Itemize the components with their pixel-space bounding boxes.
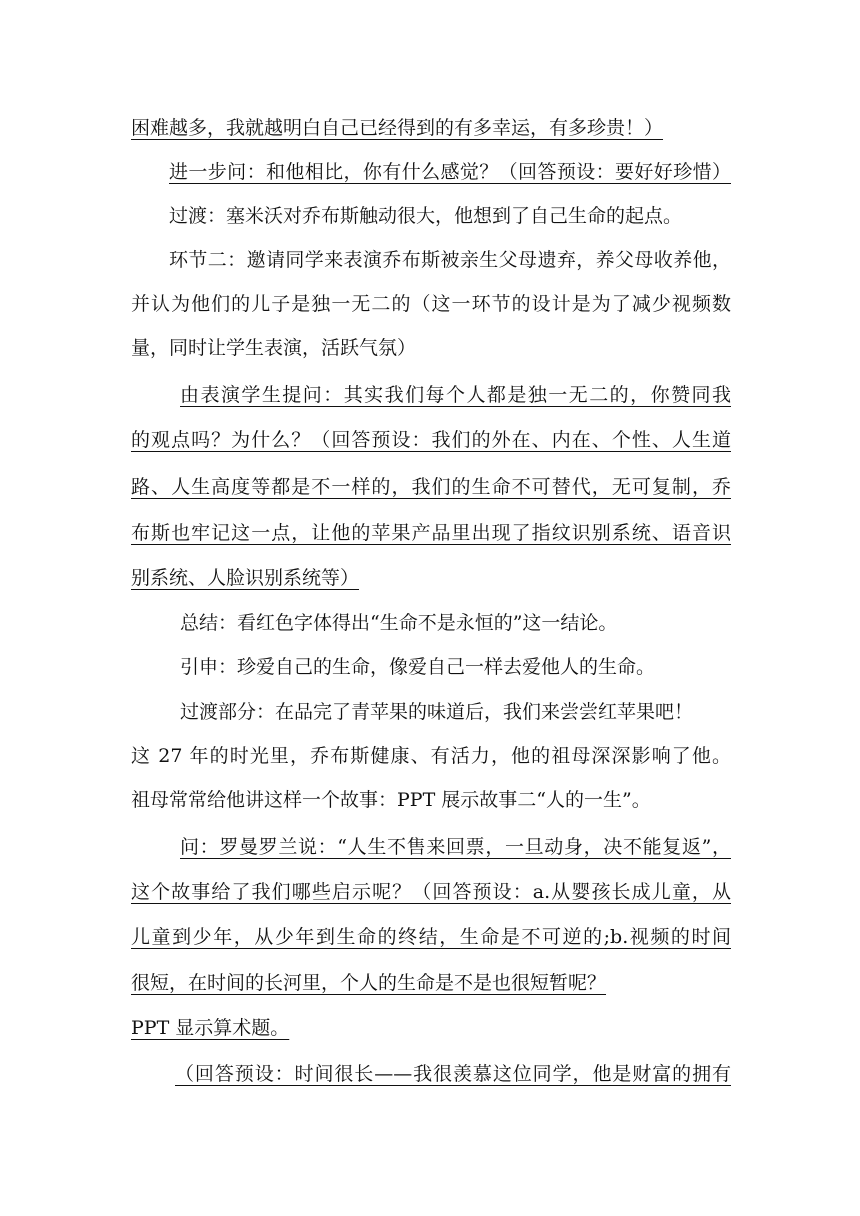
text-line: 这 27 年的时光里，乔布斯健康、有活力，他的祖母深深影响了他。 [131, 745, 731, 767]
text-line: PPT 显示算术题。 [131, 1017, 290, 1039]
text-line: 别系统、人脸识别系统等） [131, 567, 360, 589]
text-line: 很短，在时间的长河里，个人的生命是不是也很短暂呢？ [131, 972, 607, 994]
text-line: 过渡部分：在品完了青苹果的味道后，我们来尝尝红苹果吧！ [180, 701, 694, 723]
text-line: 布斯也牢记这一点，让他的苹果产品里出现了指纹识别系统、语音识 [131, 522, 731, 544]
text-line: 引申：珍爱自己的生命，像爱自己一样去爱他人的生命。 [180, 656, 656, 678]
text-line: 困难越多，我就越明白自己已经得到的有多幸运，有多珍贵！） [131, 117, 664, 139]
text-line: 路、人生高度等都是不一样的，我们的生命不可替代，无可复制，乔 [131, 476, 731, 498]
text-line: 祖母常常给他讲这样一个故事：PPT 展示故事二“人的一生”。 [131, 789, 651, 811]
text-line: 由表演学生提问：其实我们每个人都是独一无二的，你赞同我 [180, 384, 731, 406]
text-line: 量，同时让学生表演，活跃气氛） [131, 337, 417, 359]
text-line: 并认为他们的儿子是独一无二的（这一环节的设计是为了减少视频数 [131, 293, 731, 315]
text-line: 过渡：塞米沃对乔布斯触动很大，他想到了自己生命的起点。 [169, 205, 683, 227]
text-line: 这个故事给了我们哪些启示呢？（回答预设：a.从婴孩长成儿童，从 [131, 881, 731, 903]
text-line: 进一步问：和他相比，你有什么感觉？（回答预设：要好好珍惜） [169, 161, 731, 183]
text-line: 总结：看红色字体得出“生命不是永恒的”这一结论。 [180, 612, 618, 634]
text-line: 的观点吗？为什么？（回答预设：我们的外在、内在、个性、人生道 [131, 429, 731, 451]
text-line: 环节二：邀请同学来表演乔布斯被亲生父母遗弃，养父母收养他， [169, 249, 731, 271]
text-line: 儿童到少年，从少年到生命的终结，生命是不可逆的;b.视频的时间 [131, 926, 731, 948]
text-line: 问：罗曼罗兰说：“人生不售来回票，一旦动身，决不能复返”， [180, 836, 731, 858]
text-line: （回答预设：时间很长——我很羡慕这位同学，他是财富的拥有 [175, 1063, 731, 1085]
